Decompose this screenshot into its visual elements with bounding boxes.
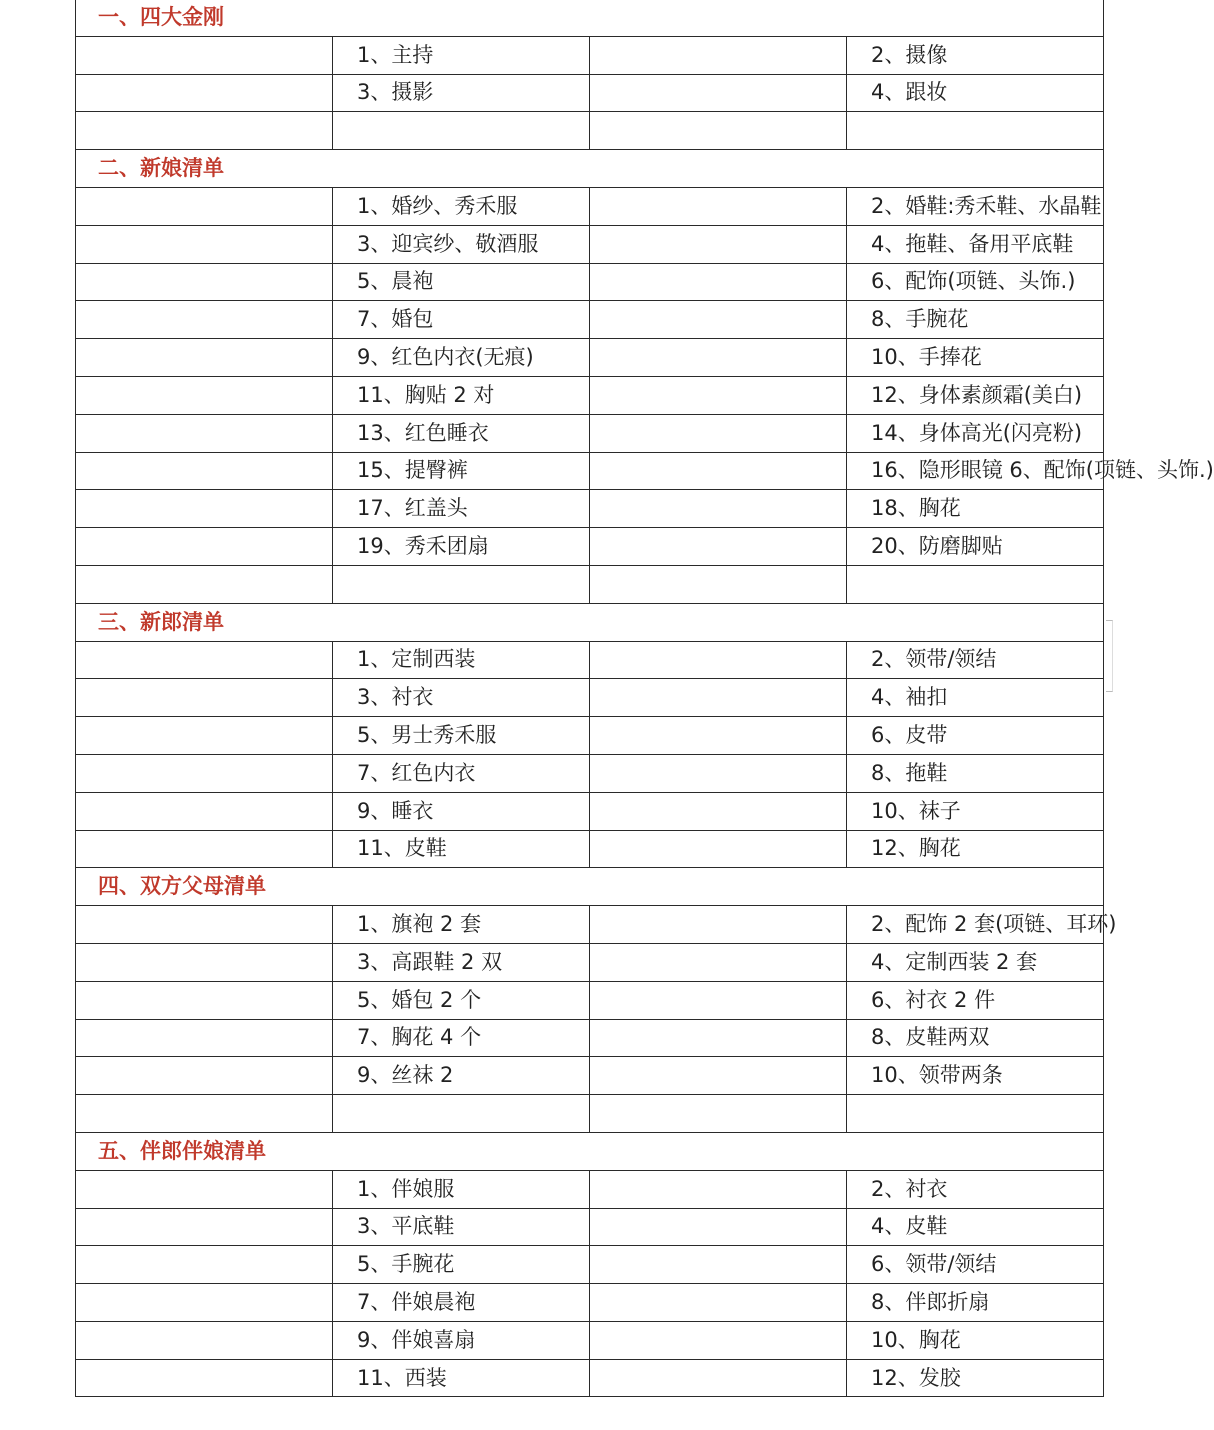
- section-title: 三、新郎清单: [76, 603, 1104, 641]
- item-cell: 16、隐形眼镜 6、配饰(项链、头饰.): [847, 452, 1104, 490]
- section-title: 一、四大金刚: [76, 0, 1104, 36]
- table-row: [76, 565, 1104, 603]
- item-cell: 1、伴娘服: [333, 1170, 590, 1208]
- blank-cell: [590, 1057, 847, 1095]
- blank-cell: [76, 754, 333, 792]
- table-row: [76, 74, 1104, 112]
- blank-cell: [590, 754, 847, 792]
- item-cell: 4、跟妆: [847, 74, 1104, 112]
- checklist-body: [76, 0, 1214, 1397]
- section-header-row: [76, 1132, 1104, 1170]
- item-cell: 9、丝袜 2: [333, 1057, 590, 1095]
- blank-cell: [76, 679, 333, 717]
- item-cell: 2、衬衣: [847, 1170, 1104, 1208]
- blank-cell: [76, 1095, 333, 1133]
- item-cell: 13、红色睡衣: [333, 414, 590, 452]
- table-row: [76, 717, 1104, 755]
- blank-cell: [590, 339, 847, 377]
- item-cell: 15、提臀裤: [333, 452, 590, 490]
- item-cell: 2、婚鞋:秀禾鞋、水晶鞋: [847, 187, 1104, 225]
- table-row: [76, 792, 1104, 830]
- blank-cell: [590, 74, 847, 112]
- blank-cell: [76, 339, 333, 377]
- item-cell: 5、手腕花: [333, 1246, 590, 1284]
- item-cell: 10、胸花: [847, 1321, 1104, 1359]
- table-row: [76, 414, 1104, 452]
- blank-cell: [76, 528, 333, 566]
- table-row: [76, 452, 1104, 490]
- blank-cell: [590, 112, 847, 150]
- item-cell: 2、配饰 2 套(项链、耳环): [847, 906, 1104, 944]
- table-row: [76, 943, 1104, 981]
- blank-cell: [76, 74, 333, 112]
- table-row: [76, 1284, 1104, 1322]
- item-cell: 6、配饰(项链、头饰.): [847, 263, 1104, 301]
- item-cell: 11、胸贴 2 对: [333, 376, 590, 414]
- item-cell: 11、西装: [333, 1359, 590, 1397]
- blank-cell: [590, 943, 847, 981]
- item-cell: [847, 565, 1104, 603]
- item-cell: 8、伴郎折扇: [847, 1284, 1104, 1322]
- item-cell: 3、高跟鞋 2 双: [333, 943, 590, 981]
- item-cell: 5、婚包 2 个: [333, 981, 590, 1019]
- item-cell: 20、防磨脚贴: [847, 528, 1104, 566]
- item-cell: [333, 565, 590, 603]
- section-header-row: [76, 603, 1104, 641]
- table-row: [76, 225, 1104, 263]
- blank-cell: [590, 36, 847, 74]
- blank-cell: [76, 792, 333, 830]
- blank-cell: [76, 641, 333, 679]
- blank-cell: [76, 1170, 333, 1208]
- section-header-row: [76, 150, 1104, 188]
- item-cell: 1、婚纱、秀禾服: [333, 187, 590, 225]
- item-cell: 3、平底鞋: [333, 1208, 590, 1246]
- item-cell: [847, 1095, 1104, 1133]
- table-row: [76, 1057, 1104, 1095]
- table-row: [76, 1321, 1104, 1359]
- table-row: [76, 490, 1104, 528]
- blank-cell: [590, 565, 847, 603]
- item-cell: 19、秀禾团扇: [333, 528, 590, 566]
- item-cell: 1、旗袍 2 套: [333, 906, 590, 944]
- blank-cell: [76, 1321, 333, 1359]
- item-cell: 8、拖鞋: [847, 754, 1104, 792]
- blank-cell: [590, 301, 847, 339]
- blank-cell: [590, 906, 847, 944]
- item-cell: 18、胸花: [847, 490, 1104, 528]
- table-row: [76, 906, 1104, 944]
- item-cell: 4、袖扣: [847, 679, 1104, 717]
- item-cell: 1、定制西装: [333, 641, 590, 679]
- blank-cell: [76, 981, 333, 1019]
- wedding-checklist-table: [75, 0, 1214, 1397]
- blank-cell: [76, 1057, 333, 1095]
- blank-cell: [590, 1208, 847, 1246]
- blank-cell: [76, 187, 333, 225]
- item-cell: 6、皮带: [847, 717, 1104, 755]
- item-cell: 9、伴娘喜扇: [333, 1321, 590, 1359]
- blank-cell: [590, 414, 847, 452]
- blank-cell: [76, 943, 333, 981]
- item-cell: 9、红色内衣(无痕): [333, 339, 590, 377]
- blank-cell: [76, 906, 333, 944]
- blank-cell: [590, 1321, 847, 1359]
- blank-cell: [76, 717, 333, 755]
- blank-cell: [590, 792, 847, 830]
- item-cell: 10、领带两条: [847, 1057, 1104, 1095]
- item-cell: 10、手捧花: [847, 339, 1104, 377]
- item-cell: 1、主持: [333, 36, 590, 74]
- item-cell: 5、男士秀禾服: [333, 717, 590, 755]
- item-cell: 14、身体高光(闪亮粉): [847, 414, 1104, 452]
- section-header-row: [76, 868, 1104, 906]
- item-cell: 7、婚包: [333, 301, 590, 339]
- blank-cell: [76, 301, 333, 339]
- blank-cell: [76, 1359, 333, 1397]
- blank-cell: [76, 376, 333, 414]
- item-cell: 5、晨袍: [333, 263, 590, 301]
- section-title: 五、伴郎伴娘清单: [76, 1132, 1104, 1170]
- blank-cell: [590, 717, 847, 755]
- blank-cell: [590, 263, 847, 301]
- table-row: [76, 301, 1104, 339]
- item-cell: 4、定制西装 2 套: [847, 943, 1104, 981]
- blank-cell: [590, 1170, 847, 1208]
- table-row: [76, 263, 1104, 301]
- item-cell: 2、领带/领结: [847, 641, 1104, 679]
- blank-cell: [590, 452, 847, 490]
- blank-cell: [76, 1019, 333, 1057]
- table-row: [76, 376, 1104, 414]
- table-row: [76, 1019, 1104, 1057]
- item-cell: 7、胸花 4 个: [333, 1019, 590, 1057]
- blank-cell: [76, 1284, 333, 1322]
- blank-cell: [590, 490, 847, 528]
- blank-cell: [76, 1208, 333, 1246]
- table-row: [76, 1359, 1104, 1397]
- item-cell: [847, 112, 1104, 150]
- blank-cell: [590, 1019, 847, 1057]
- blank-cell: [590, 376, 847, 414]
- item-cell: 4、皮鞋: [847, 1208, 1104, 1246]
- table-row: [76, 1170, 1104, 1208]
- blank-cell: [590, 981, 847, 1019]
- blank-cell: [76, 490, 333, 528]
- table-row: [76, 754, 1104, 792]
- table-row: [76, 112, 1104, 150]
- blank-cell: [590, 1095, 847, 1133]
- table-row: [76, 679, 1104, 717]
- blank-cell: [76, 1246, 333, 1284]
- item-cell: 9、睡衣: [333, 792, 590, 830]
- blank-cell: [76, 414, 333, 452]
- item-cell: 7、红色内衣: [333, 754, 590, 792]
- item-cell: 8、手腕花: [847, 301, 1104, 339]
- table-row: [76, 1208, 1104, 1246]
- blank-cell: [590, 830, 847, 868]
- blank-cell: [76, 830, 333, 868]
- item-cell: 3、摄影: [333, 74, 590, 112]
- table-row: [76, 187, 1104, 225]
- item-cell: 8、皮鞋两双: [847, 1019, 1104, 1057]
- item-cell: 17、红盖头: [333, 490, 590, 528]
- item-cell: 11、皮鞋: [333, 830, 590, 868]
- blank-cell: [590, 1284, 847, 1322]
- blank-cell: [590, 1359, 847, 1397]
- blank-cell: [76, 36, 333, 74]
- table-row: [76, 1246, 1104, 1284]
- blank-cell: [590, 1246, 847, 1284]
- item-cell: 12、发胶: [847, 1359, 1104, 1397]
- section-title: 二、新娘清单: [76, 150, 1104, 188]
- item-cell: 2、摄像: [847, 36, 1104, 74]
- blank-cell: [76, 263, 333, 301]
- item-cell: [333, 1095, 590, 1133]
- item-cell: 3、衬衣: [333, 679, 590, 717]
- scroll-marker[interactable]: [1106, 620, 1113, 692]
- item-cell: 6、衬衣 2 件: [847, 981, 1104, 1019]
- table-row: [76, 36, 1104, 74]
- blank-cell: [590, 187, 847, 225]
- blank-cell: [590, 528, 847, 566]
- item-cell: [333, 112, 590, 150]
- blank-cell: [590, 225, 847, 263]
- blank-cell: [590, 641, 847, 679]
- table-row: [76, 830, 1104, 868]
- item-cell: 7、伴娘晨袍: [333, 1284, 590, 1322]
- table-row: [76, 528, 1104, 566]
- blank-cell: [76, 565, 333, 603]
- blank-cell: [76, 225, 333, 263]
- item-cell: 12、身体素颜霜(美白): [847, 376, 1104, 414]
- section-header-row: [76, 0, 1104, 36]
- item-cell: 10、袜子: [847, 792, 1104, 830]
- blank-cell: [76, 112, 333, 150]
- section-title: 四、双方父母清单: [76, 868, 1104, 906]
- table-row: [76, 339, 1104, 377]
- table-row: [76, 981, 1104, 1019]
- item-cell: 6、领带/领结: [847, 1246, 1104, 1284]
- item-cell: 12、胸花: [847, 830, 1104, 868]
- item-cell: 3、迎宾纱、敬酒服: [333, 225, 590, 263]
- table-row: [76, 641, 1104, 679]
- blank-cell: [76, 452, 333, 490]
- table-row: [76, 1095, 1104, 1133]
- blank-cell: [590, 679, 847, 717]
- item-cell: 4、拖鞋、备用平底鞋: [847, 225, 1104, 263]
